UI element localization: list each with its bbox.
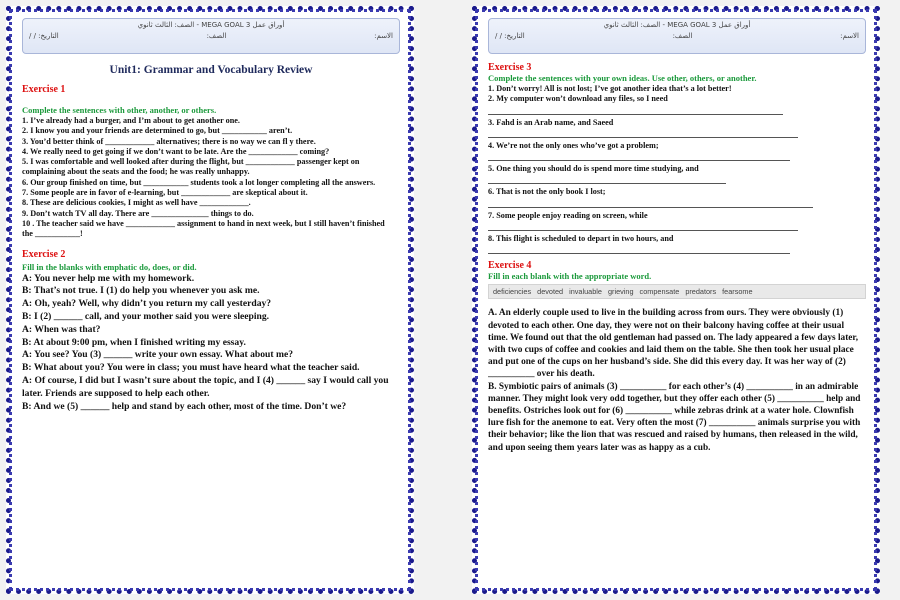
name-label: الاسم: — [840, 32, 859, 40]
exercise-4-title: Exercise 4 — [488, 260, 532, 272]
header-title: أوراق عمل MEGA GOAL 3 - الصف: الثالث ثانوي — [603, 21, 751, 29]
list-item: 8. These are delicious cookies, I might as well have ____________. — [22, 198, 251, 208]
list-item: 3. You’d better think of ____________ alternatives; there is no way we can fl y there. — [22, 136, 316, 146]
dialogue-line: B: I (2) ______ call, and your mother said you were sleeping. — [22, 310, 270, 322]
answer-line[interactable] — [488, 105, 783, 115]
word-bank-item: fearsome — [722, 287, 753, 297]
page-title: Unit1: Grammar and Vocabulary Review — [109, 64, 313, 76]
class-label: الصف: — [206, 32, 227, 40]
name-label: الاسم: — [374, 32, 393, 40]
worksheet-page-right — [472, 6, 880, 594]
list-item: 4. We really need to get going if we don’t want to be late. Are the ____________ coming? — [22, 146, 330, 156]
list-item: 1. Don’t worry! All is not lost; I’ve got another idea that’s a lot better! — [488, 84, 732, 93]
list-item: complaining about the seats and the food; he was really unhappy. — [22, 167, 250, 177]
exercise-2-dialogue — [22, 273, 400, 414]
list-item: 8. This flight is scheduled to depart in two hours, and — [488, 234, 674, 244]
page-header — [488, 18, 866, 54]
dialogue-line: B: What about you? You were in class; you must have heard what the teacher said. — [22, 362, 360, 374]
dialogue-line: B: That’s not true. I (1) do help you whenever you ask me. — [22, 285, 260, 297]
exercise-2-instruction: Fill in the blanks with emphatic do, does, or did. — [22, 261, 197, 272]
worksheet-page-left — [6, 6, 414, 594]
list-item: 5. One thing you should do is spend more time studying, and — [488, 164, 699, 174]
dialogue-line: A: When was that? — [22, 323, 101, 335]
exercise-3-instruction: Complete the sentences with your own ideas. Use other, others, or another. — [488, 73, 757, 83]
word-bank-item: compensate — [639, 287, 680, 297]
word-bank-item: devoted — [537, 287, 564, 297]
header-title: أوراق عمل MEGA GOAL 3 - الصف: الثالث ثانوي — [137, 21, 285, 29]
exercise-2-title: Exercise 2 — [22, 248, 66, 260]
page-header — [22, 18, 400, 54]
answer-line[interactable] — [488, 151, 790, 161]
list-item: the ___________! — [22, 229, 83, 239]
exercise-1-instruction: Complete the sentences with other, another, or others. — [22, 105, 217, 115]
dialogue-line: A: Of course, I did but I wasn’t sure about the topic, and I (4) ______ say I would call you later. Friends are supposed to help each other. — [22, 374, 389, 399]
word-bank — [488, 284, 866, 299]
list-item: 7. Some people enjoy reading on screen, while — [488, 210, 648, 220]
list-item: 1. I’ve already had a burger, and I’m about to get another one. — [22, 116, 240, 125]
dialogue-line: A: You never help me with my homework. — [22, 272, 195, 284]
word-bank-item: deficiencies — [493, 287, 532, 297]
list-item: 5. I was comfortable and well looked after during the flight, but ____________ passenger kept on — [22, 157, 360, 167]
word-bank-item: invaluable — [569, 287, 602, 297]
word-bank-item: predators — [685, 287, 717, 297]
answer-line[interactable] — [488, 128, 798, 138]
date-label: التاريخ: / / — [29, 32, 59, 40]
word-bank-item: grieving — [607, 287, 634, 297]
class-label: الصف: — [672, 32, 693, 40]
list-item: 3. Fahd is an Arab name, and Saeed — [488, 117, 614, 127]
exercise-3-list — [488, 84, 866, 254]
exercise-3-title: Exercise 3 — [488, 62, 532, 73]
answer-line[interactable] — [488, 198, 813, 208]
exercise-4-instruction: Fill in each blank with the appropriate word. — [488, 271, 652, 282]
list-item: 10 . The teacher said we have ____________ assignment to hand in next week, but I still haven’t finished — [22, 218, 385, 228]
list-item: 6. That is not the only book I lost; — [488, 187, 606, 197]
paragraph-a: A. An elderly couple used to live in the building across from ours. They were obviously (1) devoted to each other. One day, they were not on their balcony having coffee at their usual time. We found out that the old gentleman had passed on. The lady appeared a few days later, with two cups of coffee and cookies and laid them on the table. She then took her usual place and put one of the cups on her husband’s side. She did this every day. It was her way of (2) __________ over his death. — [488, 308, 859, 380]
paragraph-b: B. Symbiotic pairs of animals (3) __________ for each other’s (4) __________ in an admirable manner. They might look very odd together, but they offer each other (5) __________ help and benefits. Ostriches look out for (6) __________ while zebras drink at a water hole. Clownfish lure fish for the anemone to eat. Very often the most (7) __________ animals surprise you with their behavior; like the lion that was rescued and raised by humans, then released in the wild, and upon seeing them years later was as happy as a cub. — [488, 381, 861, 453]
dialogue-line: A: Oh, yeah? Well, why didn’t you return my call yesterday? — [22, 298, 272, 310]
list-item: 4. We’re not the only ones who’ve got a problem; — [488, 140, 659, 150]
list-item: 7. Some people are in favor of e-learning, but ____________ are skeptical about it. — [22, 188, 308, 198]
list-item: 2. I know you and your friends are determined to go, but ___________ aren’t. — [22, 126, 293, 136]
answer-line[interactable] — [488, 174, 726, 184]
exercise-1-list — [22, 116, 400, 240]
list-item: 6. Our group finished on time, but ___________ students took a lot longer completing all the answers. — [22, 177, 376, 187]
dialogue-line: A: You see? You (3) ______ write your own essay. What about me? — [22, 349, 294, 361]
date-label: التاريخ: / / — [495, 32, 525, 40]
dialogue-line: B: At about 9:00 pm, when I finished writing my essay. — [22, 336, 246, 348]
list-item: 9. Don’t watch TV all day. There are ______________ things to do. — [22, 208, 254, 218]
answer-line[interactable] — [488, 221, 798, 231]
list-item: 2. My computer won’t download any files, so I need — [488, 94, 668, 104]
exercise-1-title: Exercise 1 — [22, 84, 66, 95]
answer-line[interactable] — [488, 244, 790, 254]
dialogue-line: B: And we (5) ______ help and stand by each other, most of the time. Don’t we? — [22, 400, 347, 412]
